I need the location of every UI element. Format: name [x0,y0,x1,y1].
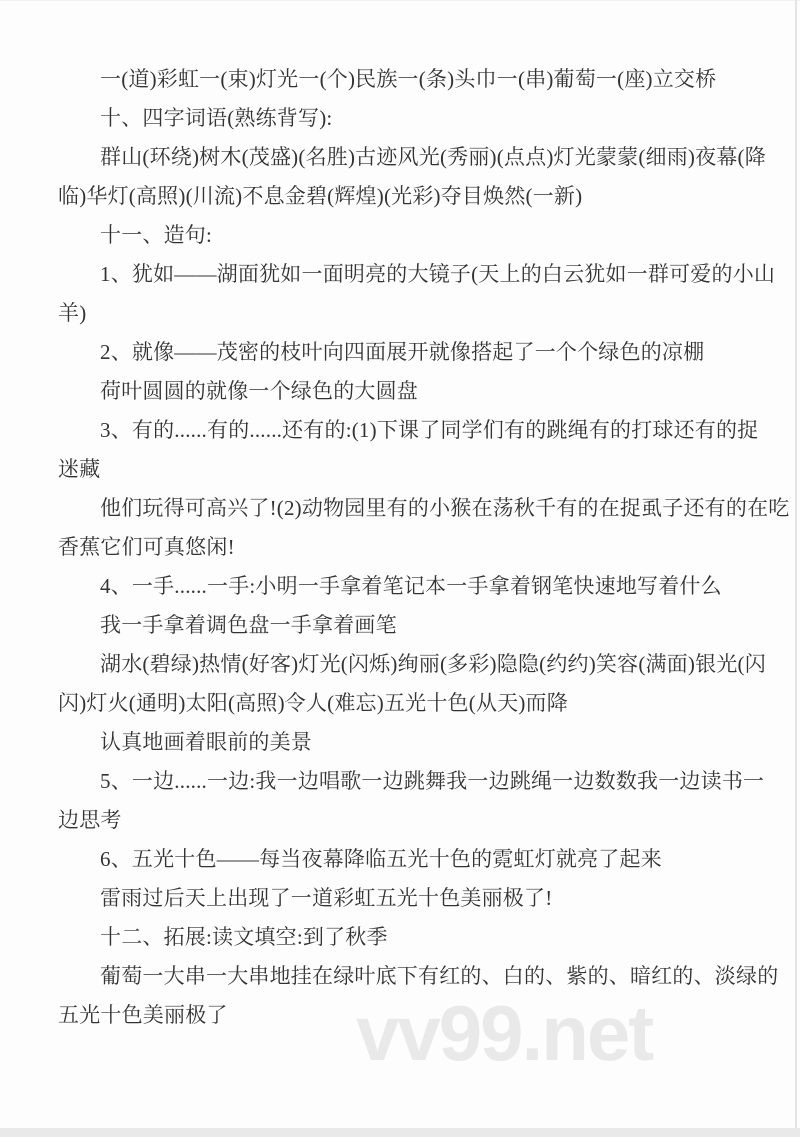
text-line: 香蕉它们可真悠闲! [58,535,235,559]
text-line: 葡萄一大串一大串地挂在绿叶底下有红的、白的、紫的、暗红的、淡绿的 [100,964,779,988]
document-body [58,60,790,1035]
text-line: 2、就像——茂密的枝叶向四面展开就像搭起了一个个绿色的凉棚 [100,340,705,364]
text-line: 雷雨过后天上出现了一道彩虹五光十色美丽极了! [100,886,553,910]
text-line: 他们玩得可高兴了!(2)动物园里有的小猴在荡秋千有的在捉虱子还有的在吃 [100,496,790,520]
text-line: 羊) [58,301,87,325]
text-line: 迷藏 [58,457,101,481]
watermark-text: vv99.net [356,989,653,1077]
text-line: 一(道)彩虹一(束)灯光一(个)民族一(条)头巾一(串)葡萄一(座)立交桥 [100,67,717,91]
text-line: 群山(环绕)树木(茂盛)(名胜)古迹风光(秀丽)(点点)灯光蒙蒙(细雨)夜幕(降 [100,145,766,169]
text-line: 我一手拿着调色盘一手拿着画笔 [100,613,397,637]
text-line: 5、一边......一边:我一边唱歌一边跳舞我一边跳绳一边数数我一边读书一 [100,769,765,793]
text-line: 3、有的......有的......还有的:(1)下课了同学们有的跳绳有的打球还有的捉 [100,418,759,442]
text-line: 十二、拓展:读文填空:到了秋季 [100,925,388,949]
text-line: 6、五光十色——每当夜幕降临五光十色的霓虹灯就亮了起来 [100,847,662,871]
text-line: 1、犹如——湖面犹如一面明亮的大镜子(天上的白云犹如一群可爱的小山 [100,262,776,286]
text-line: 湖水(碧绿)热情(好客)灯光(闪烁)绚丽(多彩)隐隐(约约)笑容(满面)银光(闪 [100,652,766,676]
text-line: 4、一手......一手:小明一手拿着笔记本一手拿着钢笔快速地写着什么 [100,574,722,598]
text-line: 五光十色美丽极了 [58,1003,228,1027]
page-bottom-edge [0,1128,800,1137]
text-line: 认真地画着眼前的美景 [100,730,312,754]
page-top-edge [0,0,800,1]
text-line: 闪)灯火(通明)太阳(高照)令人(难忘)五光十色(从天)而降 [58,691,568,715]
text-line: 边思考 [58,808,122,832]
page-right-edge [795,0,797,1137]
text-line: 十、四字词语(熟练背写): [100,106,333,130]
text-line: 荷叶圆圆的就像一个绿色的大圆盘 [100,379,418,403]
text-line: 十一、造句: [100,223,213,247]
text-line: 临)华灯(高照)(川流)不息金碧(辉煌)(光彩)夺目焕然(一新) [58,184,583,208]
